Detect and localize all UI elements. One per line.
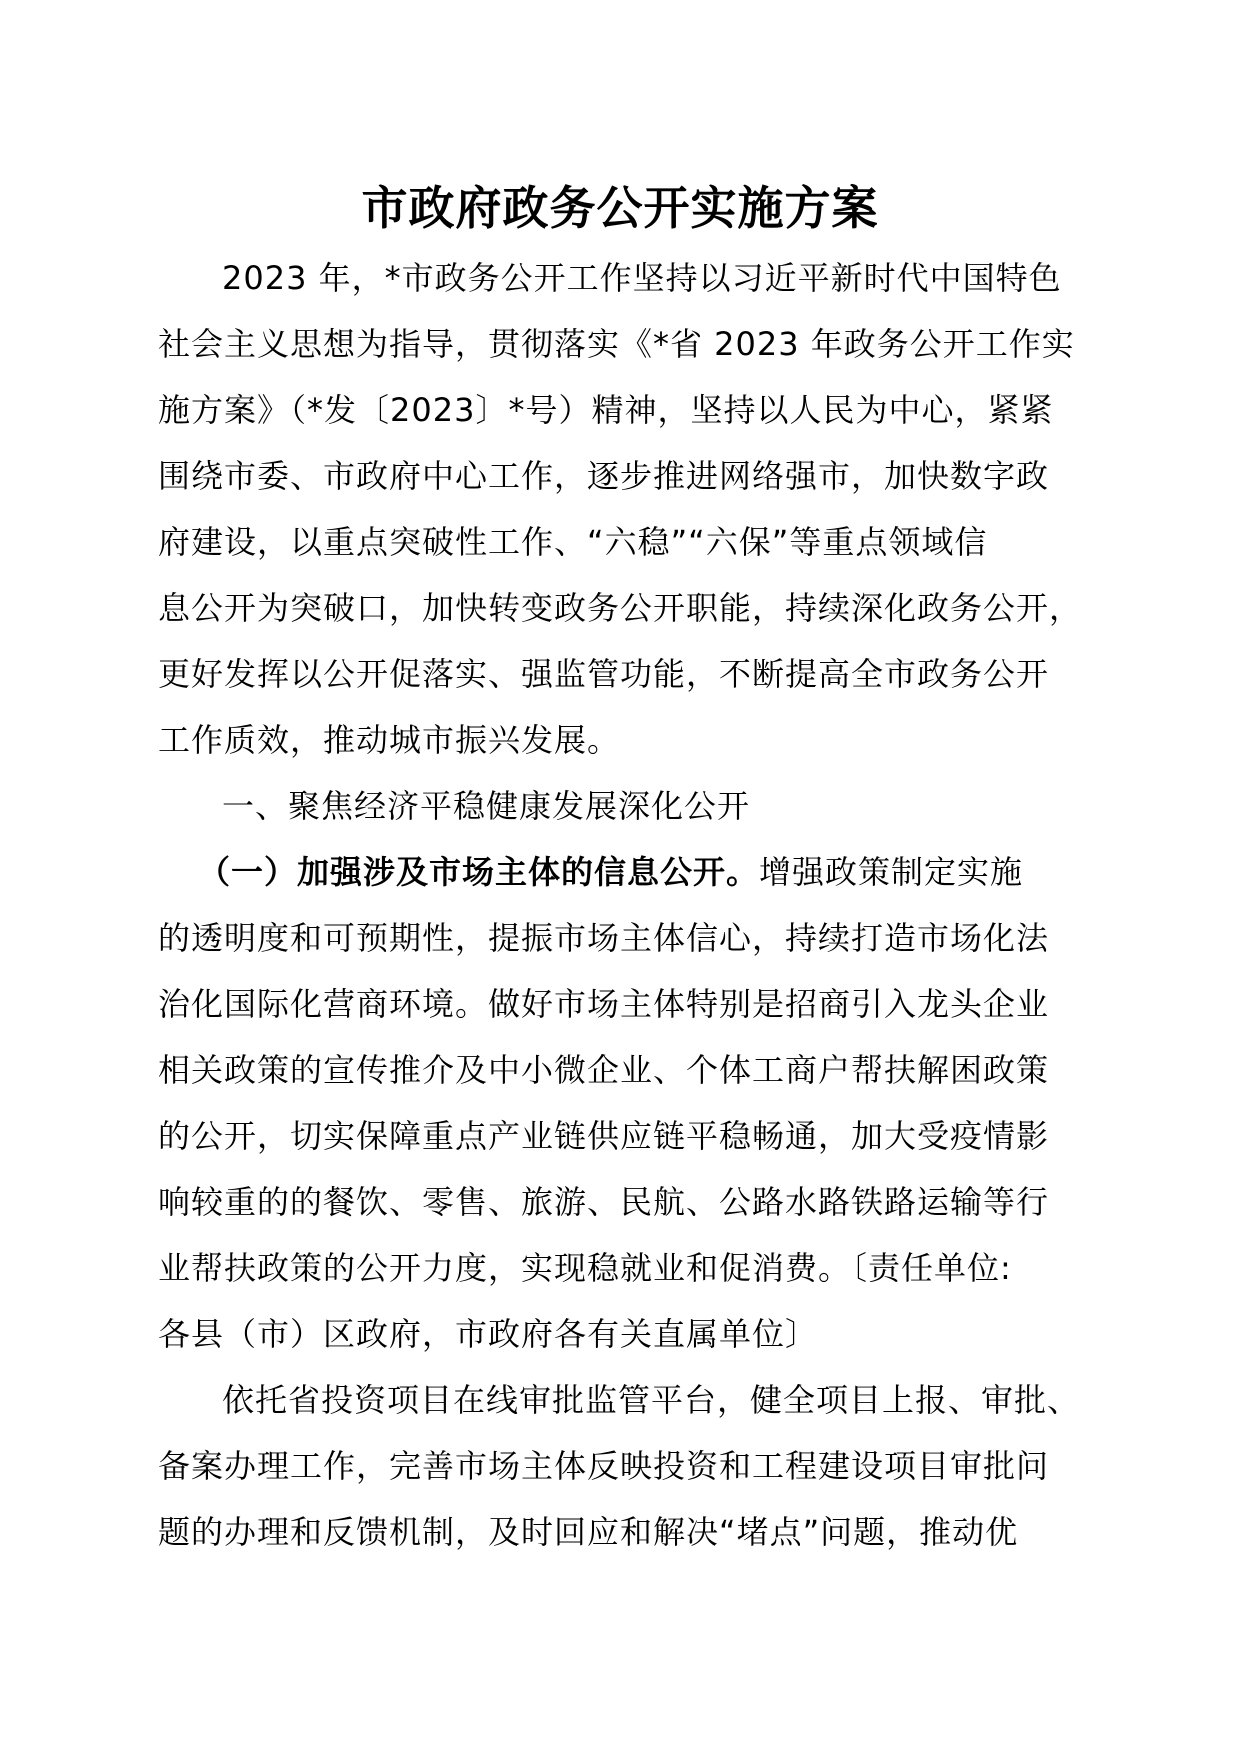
paragraph-line: 的公开，切实保障重点产业链供应链平稳畅通，加大受疫情影 — [158, 1117, 1050, 1155]
paragraph-line: 相关政策的宣传推介及中小微企业、个体工商户帮扶解困政策 — [158, 1051, 1050, 1089]
paragraph-line: 响较重的的餐饮、零售、旅游、民航、公路水路铁路运输等行 — [158, 1183, 1050, 1221]
paragraph-line: 工作质效，推动城市振兴发展。 — [158, 721, 621, 759]
subsection-heading: （一）加强涉及市场主体的信息公开。 — [198, 853, 760, 891]
paragraph-line: 围绕市委、市政府中心工作，逐步推进网络强市，加快数字政 — [158, 457, 1050, 495]
paragraph-line: 业帮扶政策的公开力度，实现稳就业和促消费。〔责任单位: — [158, 1249, 1012, 1287]
paragraph-line — [158, 839, 1070, 905]
paragraph-line: 更好发挥以公开促落实、强监管功能，不断提高全市政务公开 — [158, 655, 1050, 693]
paragraph-line: 题的办理和反馈机制，及时回应和解决“堵点”问题，推动优 — [158, 1513, 1019, 1551]
paragraph-line: 各县（市）区政府，市政府各有关直属单位〕 — [158, 1315, 819, 1353]
paragraph-line: 施方案》（*发〔2023〕*号）精神，坚持以人民为中心，紧紧 — [158, 391, 1054, 429]
section-heading: 一、聚焦经济平稳健康发展深化公开 — [222, 787, 751, 825]
paragraph-line: 2023 年，*市政务公开工作坚持以习近平新时代中国特色 — [222, 259, 1062, 297]
document-title: 市政府政务公开实施方案 — [361, 181, 879, 235]
paragraph-line: 的透明度和可预期性，提振市场主体信心，持续打造市场化法 — [158, 919, 1050, 957]
paragraph-line: 社会主义思想为指导，贯彻落实《*省 2023 年政务公开工作实 — [158, 325, 1075, 363]
paragraph-line: 息公开为突破口，加快转变政务公开职能，持续深化政务公开， — [158, 589, 1083, 627]
paragraph-line: 府建设，以重点突破性工作、“六稳”“六保”等重点领域信 — [158, 523, 988, 561]
paragraph-line: 治化国际化营商环境。做好市场主体特别是招商引入龙头企业 — [158, 985, 1050, 1023]
paragraph-text: 增强政策制定实施 — [759, 853, 1024, 891]
document-body — [158, 245, 1083, 1565]
paragraph-line: 依托省投资项目在线审批监管平台，健全项目上报、审批、 — [222, 1381, 1081, 1419]
paragraph-line: 备案办理工作，完善市场主体反映投资和工程建设项目审批问 — [158, 1447, 1050, 1485]
